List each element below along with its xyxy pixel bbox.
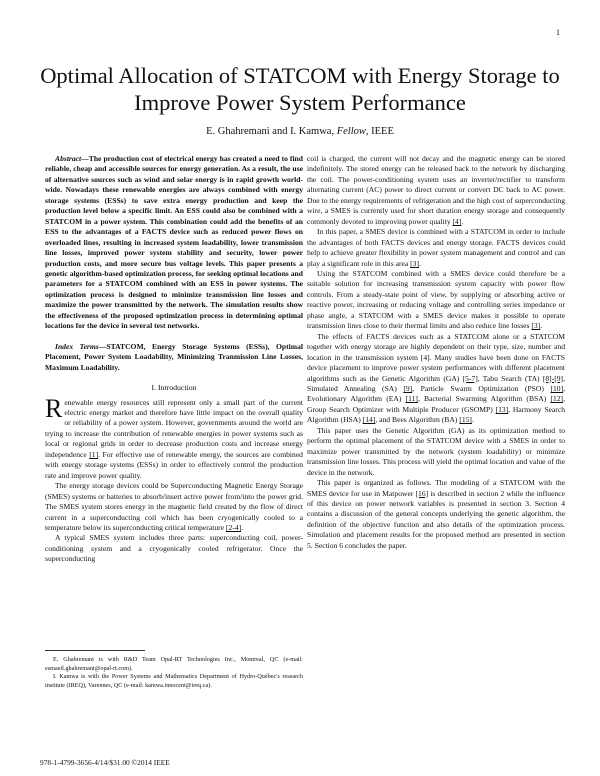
citation-link[interactable]: [10]	[550, 383, 564, 393]
intro-p2-end: .	[241, 522, 244, 532]
rc-p6-end: is described in section 2 while the influence of this device on power network variables is presented in section 3. Section 4 contains a discussion of the general concepts underlying the genetic algorithm, the definition of the objective function and also details of the optimization process. Simulation and placement results for the proposed method are presented in section 5. Section 6 concludes the paper.	[307, 488, 565, 550]
intro-paragraph-2	[45, 481, 303, 533]
citation-link[interactable]: [3]	[531, 321, 541, 331]
rc-p4g: , Group Search Optimizer with Multiple Producer (GSOMP)	[307, 394, 565, 414]
rc-p2-text: In this paper, a SMES device is combined with a STATCOM in order to include the advantages of both FACTS devices and energy storage. FACTS devices could help to achieve greater flexibility in power system management and control and can play a significant role in this area	[307, 227, 565, 268]
intro-p2-text: The energy storage devices could be Superconducting Magnetic Energy Storage (SMES) systems or batteries to absorb/insert active power from/into the power grid. The SMES system stores energy in the magnetic field created by the flow of direct current in a superconducting coil which has been cryogenically cooled to a temperature below its superconducting critical temperature	[45, 481, 303, 532]
rc-p4b: , Tabu Search (TA)	[477, 373, 543, 383]
intro-p1-end: . For effective use of renewable energy, the sources are combined with energy storage systems (ESSs) in order to effectively control the production rate and improve power quality.	[45, 449, 303, 480]
index-terms	[45, 342, 303, 373]
right-paragraph-4	[307, 332, 565, 426]
rc-p1-text: coil is charged, the current will not decay and the magnetic energy can be stored indefinitely. The stored energy can be released back to the network by discharging the coil. The power-conditioning system uses an inverter/rectifier to transform alternating current (AC) power to direct current or convert DC back to AC power. Due to the energy requirements of refrigeration and the high cost of superconducting wire, a SMES is currently used for short duration energy storage and consequently commonly devoted to improving power quality	[307, 154, 565, 226]
footnote-rule	[45, 650, 145, 651]
citation-link[interactable]: [15]	[459, 415, 472, 425]
rc-p1-end: .	[461, 216, 464, 226]
footnote-2: I. Kamwa is with the Power Systems and Mathematics Department of Hydro-Québec's research institute (IREQ), Varennes, QC (e-mail: kamwa.innocent@ireq.ca).	[45, 673, 303, 689]
rc-p4i: , and Bees Algorithm (BA)	[375, 415, 460, 425]
section-heading-introduction: I. Introduction	[151, 383, 197, 393]
right-paragraph-2	[307, 227, 565, 269]
right-paragraph-5: This paper uses the Genetic Algorithm (GA) as its optimization method to perform the optimal placement of the STATCOM device with a SMES in order to maximize power transmitted by the network (system loadability) or minimize transmission line losses. This process will yield the optimal location and value of the device in the network.	[307, 425, 565, 477]
paper-title: Optimal Allocation of STATCOM with Energy Storage to Improve Power System Performance	[40, 63, 560, 115]
rc-p4f: , Bacterial Swarming Algorithm (BSA)	[417, 394, 551, 404]
right-paragraph-1	[307, 154, 565, 227]
citation-link[interactable]: [11]	[405, 394, 418, 404]
intro-paragraph-3: A typical SMES system includes three parts: superconducting coil, power-conditioning system and a cryogenically cooled refrigerator. Once the superconducting	[45, 533, 303, 564]
abstract-text: —The production cost of electrical energy has created a need to find reliable, cheap and accessible sources for energy generation. As a result, the use of alternative sources such as wind and solar energy is in rapid growth world-wide. Nowadays these renewable energies are always combined with energy storage systems (ESSs) to save extra energy production and keep the production level below a specific limit. An ESS could also be combined with a STATCOM in a power system. This combination could add the benefits of an ESS to the advantages of a FACTS device such as reduced power flows on overloaded lines, resulting in increased system loadability, lower transmission line losses, improved power system stability and security, lower power production costs, and more secure bus voltage levels. This paper presents a genetic algorithm-based optimization process, for seeking optimal locations and parameters for a STATCOM combined with an ESS in power systems. The optimization process is designed to minimize transmission line losses and maximize the power transmitted by the network. The simulation results show the effectiveness of the proposed optimization process in determining optimal locations for the device in several test networks.	[45, 154, 303, 331]
abstract-label: Abstract	[55, 154, 82, 163]
right-paragraph-6	[307, 478, 565, 551]
page-number: 1	[556, 28, 560, 37]
right-paragraph-3	[307, 269, 565, 332]
intro-p1-text: enewable energy resources still represent only a small part of the current electric energy market and therefore have little impact on the overall quality or reliability of a power system. However, governments around the world are trying to increase the contribution of renewable energies in power systems such as local or regional grids in order to decrease production costs and increase energy independence	[45, 397, 303, 459]
index-terms-label: Index Terms	[55, 341, 99, 351]
author-names: E. Ghahremani and I. Kamwa,	[206, 126, 335, 137]
rc-p3-text: Using the STATCOM combined with a SMES device could therefore be a suitable solution for increasing transmission system capacity with power flow controls. From a steady-state point of view, by supplying or absorbing active or reactive power, increasing or reducing voltage and controlling series impedance or phase angle, a STATCOM with a SMES device makes it possible to operate transmission lines close to their thermal limits and also reduce line losses	[307, 268, 565, 331]
rc-p3-end: .	[540, 321, 543, 331]
rc-p6-text: This paper is organized as follows. The modeling of a STATCOM with the SMES device for use in Matpower	[307, 478, 565, 498]
citation-link[interactable]: [12]	[550, 394, 564, 404]
rc-p4c: , Simulated Annealing (SA)	[307, 373, 565, 393]
citation-link[interactable]: [3]	[410, 258, 419, 268]
left-column	[45, 154, 303, 565]
abstract	[45, 154, 303, 332]
citation-link[interactable]: [5-7]	[462, 373, 478, 383]
rc-p4a: The effects of FACTS devices such as a STATCOM alone or a STATCOM together with energy storage are highly dependent on their type, size, number and location in the transmission system [4]. Many studies have been done on FACTS device placement to improve power system performances with different placement algorithms such as the Genetic Algorithm (GA)	[307, 331, 565, 383]
rc-p4h: , Harmony Search Algorithm (HSA)	[307, 404, 565, 425]
author-org: , IEEE	[365, 126, 394, 137]
footnote-1: E. Ghahremani is with R&D Team Opal-RT Technologies Inc., Montreal, QC (e-mail: esmaeil.ghahremani@opal-rt.com).	[45, 656, 303, 672]
citation-link[interactable]: [1]	[89, 449, 99, 459]
citation-link[interactable]: [8]-[9]	[542, 373, 564, 383]
citation-link[interactable]: [14]	[362, 415, 376, 425]
copyright-notice: 978-1-4799-3656-4/14/$31.00 ©2014 IEEE	[40, 758, 170, 767]
rc-p4e: , Evolutionary Algorithm (EA)	[307, 383, 566, 404]
citation-link[interactable]: [13]	[495, 404, 509, 414]
index-terms-text: —STATCOM, Energy Storage Systems (ESSs), Optimal Placement, Power System Loadability, Minimizing Tranmission Line Losses, Maximum Loadability.	[45, 341, 304, 372]
drop-cap: R	[45, 393, 63, 423]
right-column	[307, 154, 565, 551]
author-grade: Fellow	[336, 126, 366, 137]
author-line	[40, 126, 560, 137]
citation-link[interactable]: [2-4]	[225, 522, 242, 532]
footnotes	[45, 656, 303, 690]
rc-p2-end: .	[418, 258, 421, 268]
rc-p4j: .	[471, 415, 474, 425]
citation-link[interactable]: [4]	[452, 216, 462, 226]
intro-paragraph-1	[45, 393, 303, 482]
citation-link[interactable]: [16]	[415, 488, 429, 498]
rc-p4d: , Particle Swarm Optimization (PSO)	[412, 383, 551, 393]
citation-link[interactable]: [9]	[403, 383, 413, 393]
